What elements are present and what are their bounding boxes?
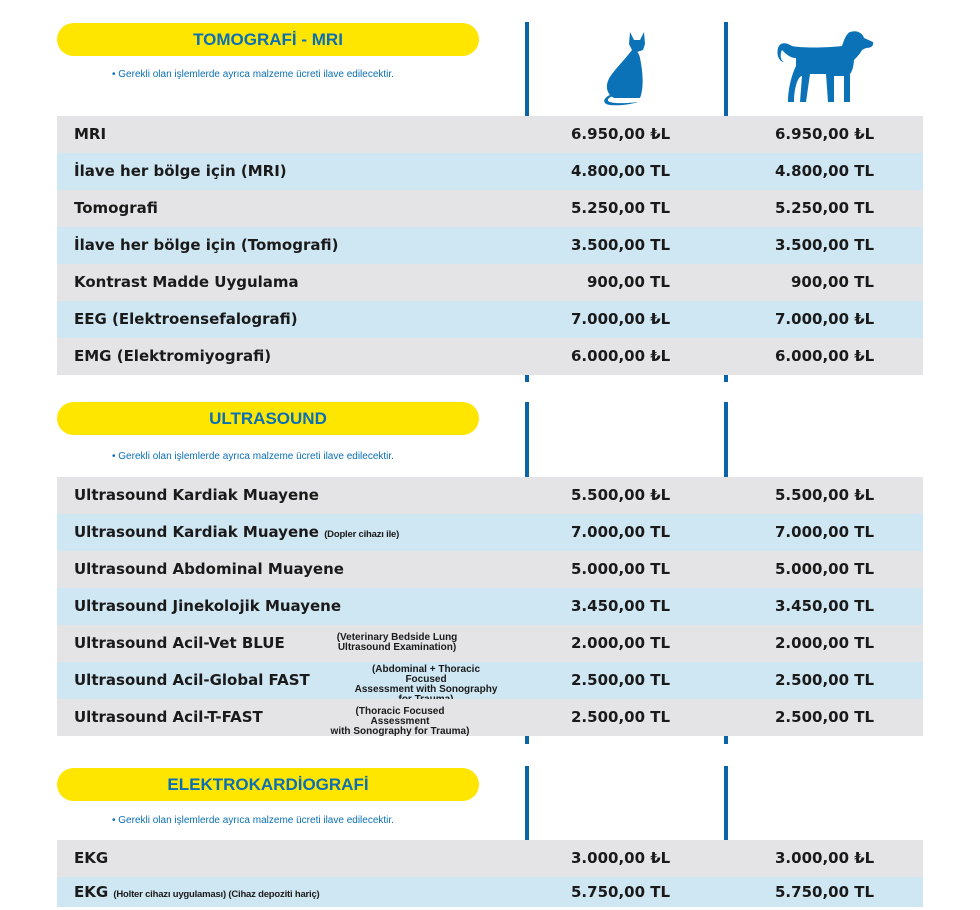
dog-price: 6.000,00 ₺L [775, 347, 875, 365]
service-detail: (Thoracic Focused Assessment with Sonography for Trauma) [330, 706, 470, 737]
cat-price: 5.500,00 ₺L [571, 486, 671, 504]
table-row [57, 625, 923, 662]
service-name: Ultrasound Kardiak Muayene [74, 486, 319, 504]
service-name: İlave her bölge için (Tomografi) [74, 236, 339, 254]
service-name: Tomografi [74, 199, 158, 217]
service-detail: (Abdominal + Thoracic Focused Assessment with Sonography [354, 664, 498, 695]
dog-price: 2.500,00 TL [775, 708, 875, 726]
section-title-tomografi-mri: TOMOGRAFİ - MRI [57, 23, 479, 56]
service-name: İlave her bölge için (MRI) [74, 162, 287, 180]
table-row [57, 477, 923, 514]
dog-price: 7.000,00 ₺L [775, 310, 875, 328]
cat-price: 7.000,00 ₺L [571, 310, 671, 328]
cat-price: 2.000,00 TL [571, 634, 671, 652]
dog-price: 3.500,00 TL [775, 236, 875, 254]
section-title-ultrasound: ULTRASOUND [57, 402, 479, 435]
cat-icon [596, 28, 648, 106]
price-table-tomografi [57, 116, 923, 375]
cat-price: 2.500,00 TL [571, 708, 671, 726]
cat-price: 4.800,00 TL [571, 162, 671, 180]
cat-price: 2.500,00 TL [571, 671, 671, 689]
service-name: EKG [74, 883, 109, 901]
service-name: EEG (Elektroensefalografi) [74, 310, 298, 328]
service-detail: (Veterinary Bedside Lung Ultrasound Examination) [336, 632, 458, 653]
cat-price: 5.000,00 TL [571, 560, 671, 578]
dog-price: 5.750,00 TL [775, 883, 875, 901]
price-table-ekg [57, 840, 923, 907]
service-detail: (Holter cihazı uygulaması) (Cihaz depoziti hariç) [113, 889, 320, 900]
cat-price: 900,00 TL [587, 273, 670, 291]
dog-price: 3.450,00 TL [775, 597, 875, 615]
section-note: • Gerekli olan işlemlerde ayrıca malzeme ücreti ilave edilecektir. [112, 451, 394, 462]
service-name: Ultrasound Acil-Global FAST [74, 671, 310, 689]
cat-price: 6.950,00 ₺L [571, 125, 671, 143]
service-name: Ultrasound Abdominal Muayene [74, 560, 344, 578]
cat-price: 5.250,00 TL [571, 199, 671, 217]
price-table-ultrasound [57, 477, 923, 736]
table-row [57, 153, 923, 190]
service-name: EKG [74, 849, 109, 867]
table-row [57, 514, 923, 551]
table-row [57, 877, 923, 907]
service-name: Kontrast Madde Uygulama [74, 273, 299, 291]
section-note: • Gerekli olan işlemlerde ayrıca malzeme ücreti ilave edilecektir. [112, 815, 394, 826]
cat-price: 3.500,00 TL [571, 236, 671, 254]
table-row [57, 662, 923, 699]
dog-price: 2.500,00 TL [775, 671, 875, 689]
section-note: • Gerekli olan işlemlerde ayrıca malzeme ücreti ilave edilecektir. [112, 69, 394, 80]
table-row [57, 116, 923, 153]
table-row [57, 190, 923, 227]
dog-price: 2.000,00 TL [775, 634, 875, 652]
dog-price: 6.950,00 ₺L [775, 125, 875, 143]
table-row [57, 264, 923, 301]
dog-price: 7.000,00 TL [775, 523, 875, 541]
cat-price: 6.000,00 ₺L [571, 347, 671, 365]
dog-price: 5.000,00 TL [775, 560, 875, 578]
section-title-elektrokardiografi: ELEKTROKARDİOGRAFİ [57, 768, 479, 801]
table-row [57, 227, 923, 264]
service-name: Ultrasound Acil-T-FAST [74, 708, 263, 726]
dog-icon [776, 28, 876, 104]
table-row [57, 338, 923, 375]
cat-price: 5.750,00 TL [571, 883, 671, 901]
dog-price: 3.000,00 ₺L [775, 849, 875, 867]
table-row [57, 301, 923, 338]
table-row [57, 699, 923, 736]
cat-price: 3.000,00 ₺L [571, 849, 671, 867]
service-detail: (Dopler cihazı ile) [324, 529, 400, 540]
dog-price: 4.800,00 TL [775, 162, 875, 180]
table-row [57, 551, 923, 588]
dog-price: 900,00 TL [791, 273, 874, 291]
cat-price: 3.450,00 TL [571, 597, 671, 615]
service-name: EMG (Elektromiyografi) [74, 347, 272, 365]
dog-price: 5.250,00 TL [775, 199, 875, 217]
service-name: MRI [74, 125, 107, 143]
table-row [57, 840, 923, 877]
service-name: Ultrasound Kardiak Muayene [74, 523, 319, 541]
dog-price: 5.500,00 ₺L [775, 486, 875, 504]
table-row [57, 588, 923, 625]
service-name: Ultrasound Acil-Vet BLUE [74, 634, 285, 652]
cat-price: 7.000,00 TL [571, 523, 671, 541]
service-name: Ultrasound Jinekolojik Muayene [74, 597, 342, 615]
